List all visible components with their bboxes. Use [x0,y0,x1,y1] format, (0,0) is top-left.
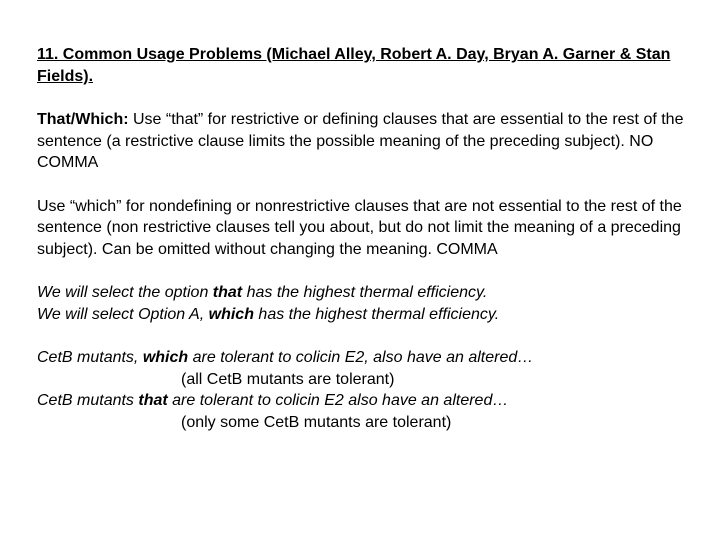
spacer [37,87,697,109]
cetb-that-note: (only some CetB mutants are tolerant) [181,413,452,431]
that-rule-paragraph [37,109,697,174]
example-keyword: that [212,284,243,301]
cetb-which-note: (all CetB mutants are tolerant) [181,370,395,388]
example-text: We will select the option [37,284,213,301]
example-text: has the highest thermal efficiency. [242,284,488,301]
spacer [37,260,697,282]
which-rule-paragraph: Use “which” for nondefining or nonrestrictive clauses that are not essential to the rest of the sentence (non restrictive clauses tell you about, but do not limit the meaning of a preceding subject). Can be omitted without changing the meaning. COMMA [37,197,682,258]
example-that-line [37,282,697,304]
example-text: CetB mutants, [37,349,143,366]
example-keyword: that [138,392,168,409]
that-rule-text: Use “that” for restrictive or defining clauses that are essential to the rest of the sentence (a restrictive clause limits the possible meaning of the preceding subject). NO COMMA [37,111,684,171]
example-which-line [37,304,697,326]
example-text: are tolerant to colicin E2 also have an altered… [167,392,509,409]
example-keyword: which [208,305,254,323]
spacer [37,325,697,347]
example-text: CetB mutants [37,392,139,409]
spacer [37,174,697,196]
slide-title: 11. Common Usage Problems (Michael Alley, Robert A. Day, Bryan A. Garner & Stan Fields). [37,46,671,85]
example-keyword: which [142,349,189,366]
example-text: has the highest thermal efficiency. [253,305,500,323]
slide-content [37,44,697,433]
example-text: are tolerant to colicin E2, also have an altered… [188,349,534,366]
cetb-that-line [37,390,697,412]
that-which-heading: That/Which: [37,111,129,128]
example-text: We will select Option A, [37,305,209,323]
cetb-which-line [37,347,697,369]
